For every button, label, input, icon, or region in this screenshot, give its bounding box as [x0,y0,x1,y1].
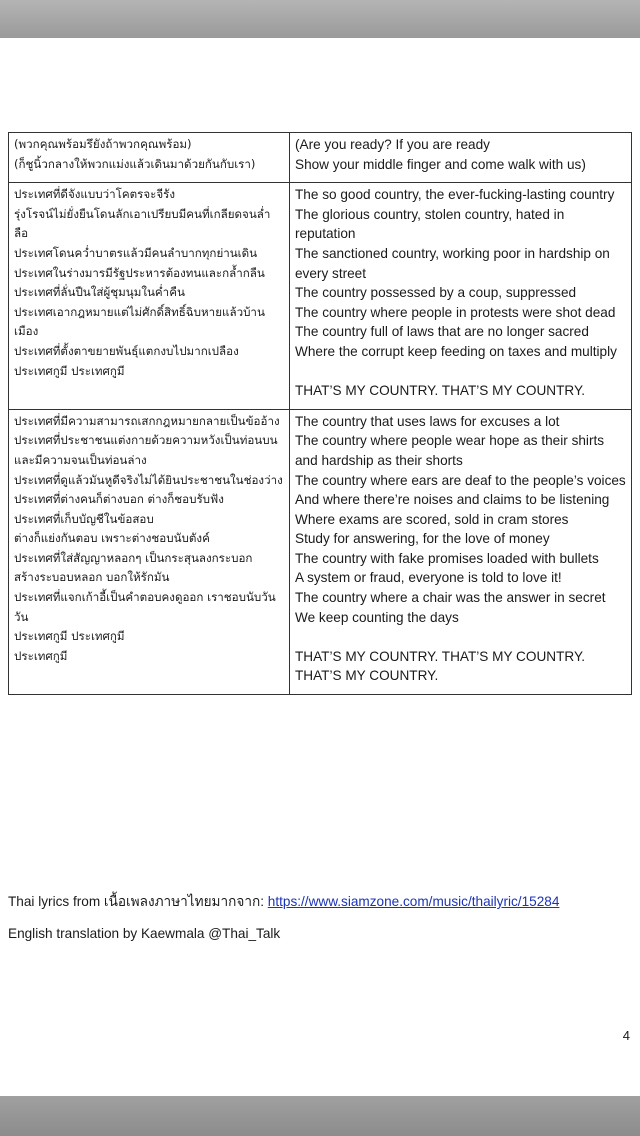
stanza-gap [295,627,626,647]
english-lyric-line: Study for answering, for the love of money [295,531,550,547]
english-lyric-line: The country full of laws that are no longer sacred [295,324,589,340]
english-translation-cell [290,409,632,694]
translation-credit: English translation by Kaewmala @Thai_Talk [8,926,281,941]
page-number: 4 [622,1028,630,1043]
thai-lyric-line: ประเทศที่เก็บบัญชีในข้อสอบ [14,511,154,526]
thai-lyric-line: ประเทศที่ประชาชนแต่งกายด้วยความหวังเป็นท่อนบน และมีความจนเป็นท่อนล่าง [14,433,278,467]
english-lyric-line: The sanctioned country, working poor in hardship on every street [295,245,610,281]
thai-lyrics-cell [9,409,290,694]
english-lyric-line: The glorious country, stolen country, hated in reputation [295,206,565,242]
top-toolbar [0,0,640,38]
english-lyric-line: The country where people wear hope as their shirts and hardship as their shorts [295,433,605,468]
english-lyric-line: THAT’S MY COUNTRY. THAT’S MY COUNTRY. [295,383,586,399]
english-lyric-line: Show your middle finger and come walk with us) [295,156,586,172]
thai-lyric-line: ประเทศที่ดีจังแบบว่าโคตรจะจีรัง [14,187,176,202]
thai-lyric-line: ประเทศกูมี [14,648,68,663]
stanza-gap [295,362,626,382]
thai-lyric-line: ประเทศที่ตั้งตาขยายพันธุ์แตกงบไปมากเปลือง [14,343,239,358]
english-lyric-line: Where exams are scored, sold in cram stores [295,511,569,527]
lyrics-row [9,409,632,694]
thai-lyric-line: ประเทศที่ดูแล้วมันหูดีจริงไม่ได้ยินประชาชนในช่องว่าง [14,472,283,487]
document-page [0,38,640,1096]
thai-lyric-line: ประเทศกูมี ประเทศกูมี [14,629,125,644]
thai-lyric-line: รุ่งโรจน์ไม่ยั่งยืนโดนลักเอาเปรียบมีคนที่เกลียดจนล่ำลือ [14,206,271,241]
lyrics-row [9,183,632,410]
english-lyric-line: A system or fraud, everyone is told to love it! [295,570,562,586]
thai-lyric-line: (ก็ชูนิ้วกลางให้พวกแม่งแล้วเดินมาด้วยกันกับเรา) [14,156,256,171]
lyrics-row [9,133,632,183]
thai-lyrics-credit [8,890,559,912]
thai-lyrics-cell [9,183,290,410]
english-lyric-line: We keep counting the days [295,609,459,625]
siamzone-link[interactable]: https://www.siamzone.com/music/thailyric/15284 [267,894,560,909]
thai-lyric-line: ต่างก็แย่งกันตอบ เพราะต่างชอบนับตังค์ [14,531,210,546]
thai-lyric-line: ประเทศที่ใส่สัญญาหลอกๆ เป็นกระสุนลงกระบอก [14,550,253,565]
english-lyric-line: The so good country, the ever-fucking-lasting country [295,187,615,203]
bottom-toolbar [0,1096,640,1136]
thai-lyric-line: ประเทศในร่างมารมีรัฐประหารต้องทนและกล้ำกลืน [14,265,265,280]
english-lyric-line: The country where people in protests were shot dead [295,304,616,320]
thai-lyric-line: (พวกคุณพร้อมรึยังถ้าพวกคุณพร้อม) [14,137,192,151]
english-lyric-line: The country with fake promises loaded with bullets [295,550,599,566]
english-lyric-line: Where the corrupt keep feeding on taxes and multiply [295,343,617,359]
english-lyric-line: THAT’S MY COUNTRY. THAT’S MY COUNTRY. THAT’S MY COUNTRY. [295,648,586,684]
thai-lyric-line: ประเทศที่ลั่นปืนใส่ผู้ชุมนุมในค่ำคืน [14,285,185,300]
lyrics-table [8,132,632,695]
thai-lyric-line: ประเทศกูมี ประเทศกูมี [14,363,125,378]
thai-lyric-line: สร้างระบอบหลอก บอกให้รักมัน [14,570,170,585]
thai-lyrics-cell [9,133,290,183]
english-lyric-line: (Are you ready? If you are ready [295,137,490,152]
english-translation-cell [290,183,632,410]
english-lyric-line: The country where a chair was the answer in secret [295,590,606,606]
english-lyric-line: And where there’re noises and claims to be listening [295,492,610,508]
english-lyric-line: The country where ears are deaf to the people’s voices [295,472,626,488]
thai-lyric-line: ประเทศโดนคว่ำบาตรแล้วมีคนลำบากทุกย่านเดิน [14,245,258,260]
english-lyric-line: The country possessed by a coup, suppressed [295,285,577,301]
english-lyric-line: The country that uses laws for excuses a lot [295,413,560,429]
thai-lyric-line: ประเทศเอากฎหมายแต่ไม่ศักดิ์สิทธิ์ฉิบหายแล้วบ้านเมือง [14,304,265,339]
english-translation-cell [290,133,632,183]
thai-lyrics-credit-label: Thai lyrics from เนื้อเพลงภาษาไทยมากจาก: [8,894,268,909]
thai-lyric-line: ประเทศที่มีความสามารถเสกกฎหมายกลายเป็นข้ออ้าง [14,413,280,428]
thai-lyric-line: ประเทศที่แจกเก้าอี้เป็นคำตอบคงดูออก เราชอบนับวันวัน [14,590,276,624]
thai-lyric-line: ประเทศที่ต่างคนก็ต่างบอก ต่างก็ชอบรับฟัง [14,492,224,507]
